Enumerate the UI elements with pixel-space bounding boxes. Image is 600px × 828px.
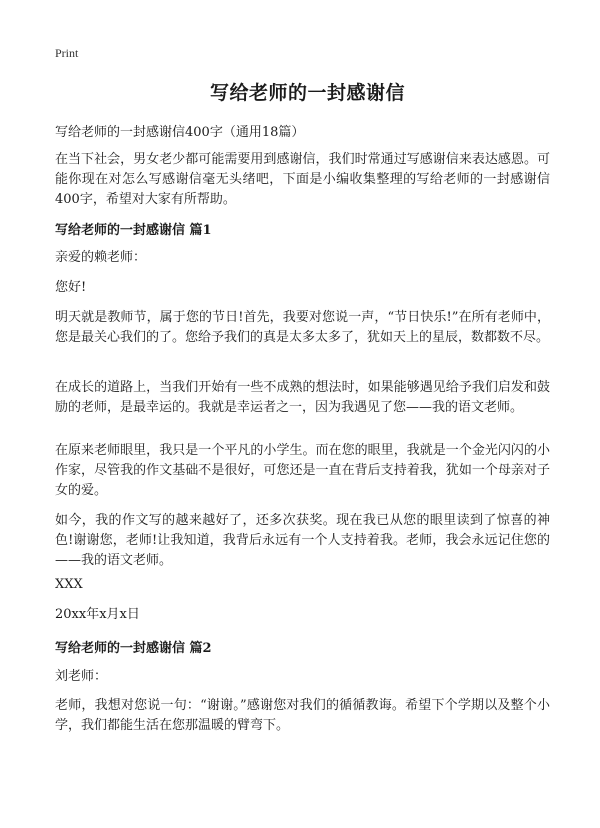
letter-1-heading: 写给老师的一封感谢信 篇1 xyxy=(55,223,212,238)
intro-paragraph: 在当下社会，男女老少都可能需要用到感谢信，我们时常通过写感谢信来表达感恩。可能你现在对怎么写感谢信毫无头绪吧，下面是小编收集整理的写给老师的一封感谢信400字，希望对大家有所帮助。 xyxy=(55,152,550,207)
letter-1-salutation: 亲爱的赖老师： xyxy=(55,250,147,265)
letter-1-paragraph-4: 如今，我的作文写的越来越好了，还多次获奖。现在我已从您的眼里读到了惊喜的神色!谢谢您，老师!让我知道，我背后永远有一个人支持着我。老师，我会永远记住您的——我的语文老师。 xyxy=(55,513,550,568)
letter-1-signature: XXX xyxy=(55,577,83,592)
letter-1-paragraph-1: 明天就是教师节，属于您的节日!首先，我要对您说一声，“节日快乐!”在所有老师中，您是最关心我们的了。您给予我们的真是太多太多了，犹如天上的星辰，数都数不尽。 xyxy=(55,310,550,345)
document-subtitle: 写给老师的一封感谢信400字（通用18篇） xyxy=(55,125,305,140)
letter-2-heading: 写给老师的一封感谢信 篇2 xyxy=(55,641,212,656)
letter-1-paragraph-3: 在原来老师眼里，我只是一个平凡的小学生。而在您的眼里，我就是一个金光闪闪的小作家，尽管我的作文基础不是很好，可您还是一直在背后支持着我，犹如一个母亲对子女的爱。 xyxy=(55,443,550,498)
letter-1-greeting: 您好! xyxy=(55,280,87,295)
letter-1-date: 20xx年x月x日 xyxy=(55,607,140,622)
letter-2-paragraph-1: 老师，我想对您说一句：“谢谢。”感谢您对我们的循循教诲。希望下个学期以及整个小学，我们都能生活在您那温暖的臂弯下。 xyxy=(55,698,550,733)
print-link[interactable]: Print xyxy=(55,46,79,60)
letter-2-salutation: 刘老师： xyxy=(55,669,108,684)
letter-1-paragraph-2: 在成长的道路上，当我们开始有一些不成熟的想法时，如果能够遇见给予我们启发和鼓励的老师，是最幸运的。我就是幸运者之一，因为我遇见了您——我的语文老师。 xyxy=(55,380,550,415)
page-title: 写给老师的一封感谢信 xyxy=(209,82,405,104)
